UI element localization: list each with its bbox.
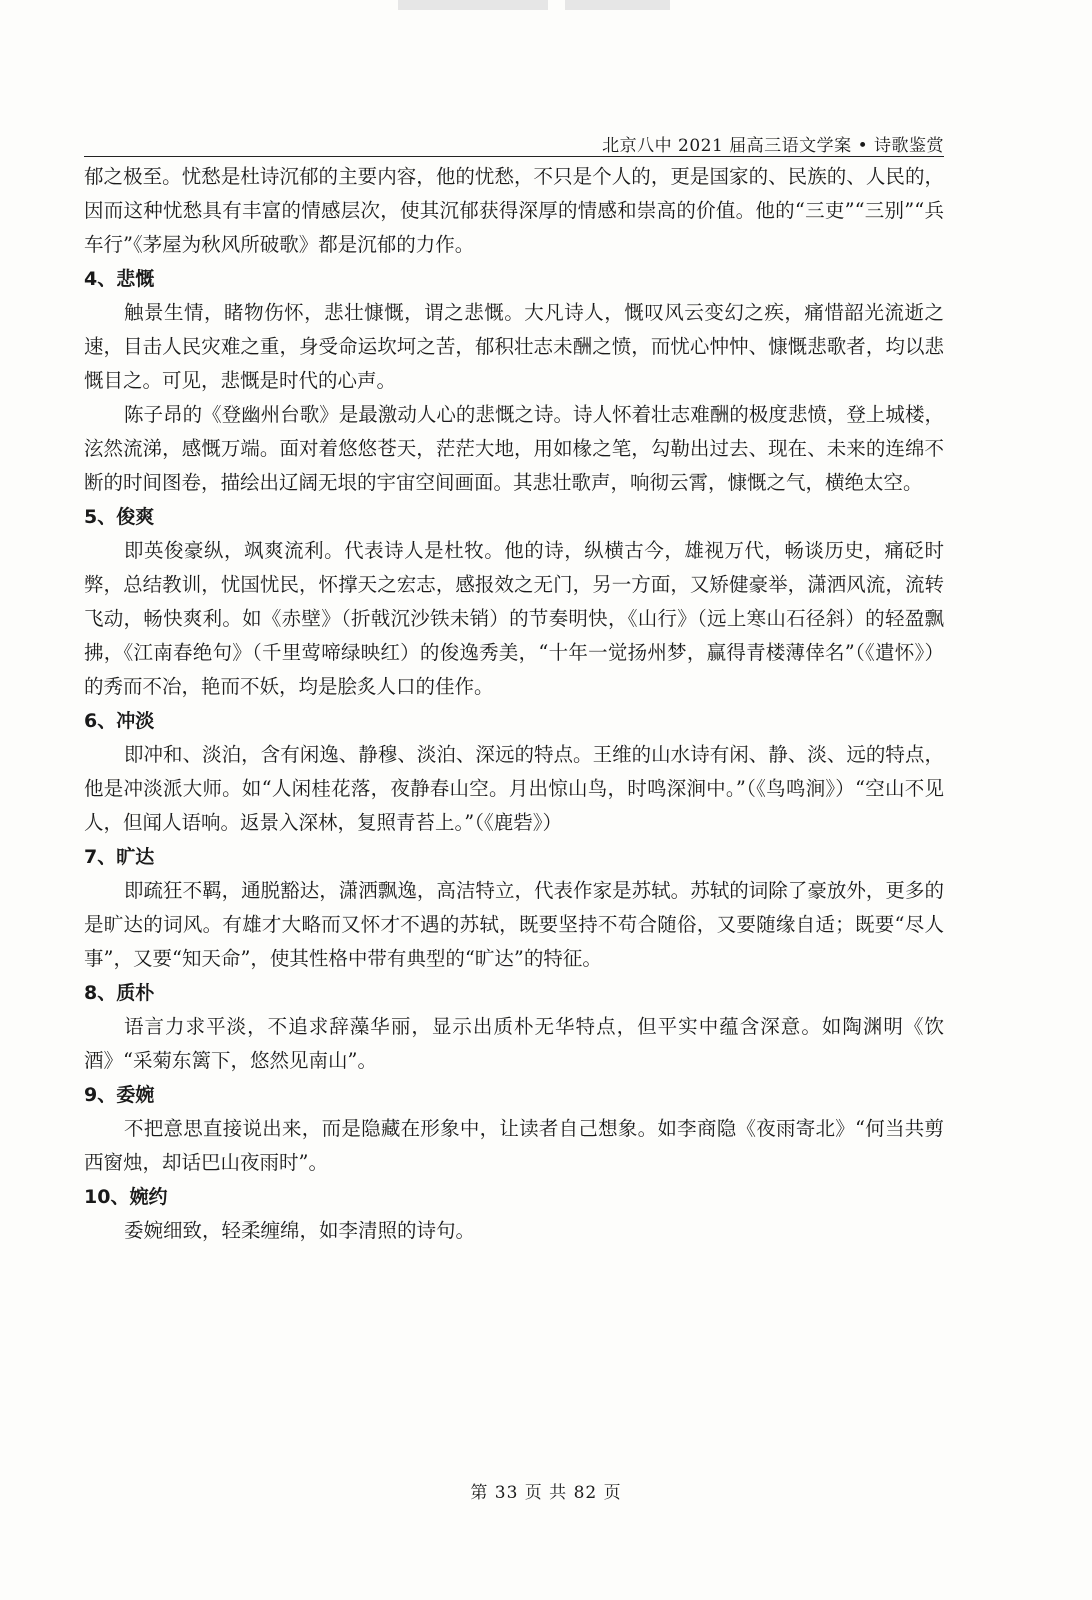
- scan-artifact: [398, 0, 548, 10]
- page-number: 第 33 页 共 82 页: [470, 1483, 622, 1503]
- section-paragraph: 即疏狂不羁，通脱豁达，潇洒飘逸，高洁特立，代表作家是苏轼。苏轼的词除了豪放外，更多的是旷达的词风。有雄才大略而又怀才不遇的苏轼，既要坚持不苟合随俗，又要随缘自适；既要“尽人事”，又要“知天命”，使其性格中带有典型的“旷达”的特征。: [84, 879, 944, 970]
- intro-paragraph: 郁之极至。忧愁是杜诗沉郁的主要内容，他的忧愁，不只是个人的，更是国家的、民族的、人民的，因而这种忧愁具有丰富的情感层次，使其沉郁获得深厚的情感和崇高的价值。他的“三吏”“三别”“兵车行”《茅屋为秋风所破歌》都是沉郁的力作。: [84, 165, 944, 256]
- section-paragraph: 语言力求平淡，不追求辞藻华丽，显示出质朴无华特点，但平实中蕴含深意。如陶渊明《饮酒》“采菊东篱下，悠然见南山”。: [84, 1015, 944, 1072]
- header-divider: [84, 156, 944, 157]
- section-heading: 7、旷达: [84, 846, 155, 868]
- section-heading: 10、婉约: [84, 1186, 168, 1208]
- section-heading: 5、俊爽: [84, 506, 155, 528]
- section-heading: 9、委婉: [84, 1084, 155, 1106]
- section-heading: 8、质朴: [84, 982, 155, 1004]
- section-paragraph: 委婉细致，轻柔缠绵，如李清照的诗句。: [124, 1219, 476, 1242]
- main-content: [84, 160, 944, 1248]
- section-paragraph: 不把意思直接说出来，而是隐藏在形象中，让读者自己想象。如李商隐《夜雨寄北》“何当共剪西窗烛，却话巴山夜雨时”。: [84, 1117, 944, 1174]
- section-paragraph: 触景生情，睹物伤怀，悲壮慷慨，谓之悲慨。大凡诗人，慨叹风云变幻之疾，痛惜韶光流逝之速，目击人民灾难之重，身受命运坎坷之苦，郁积壮志未酬之愤，而忧心忡忡、慷慨悲歌者，均以悲慨目之。可见，悲慨是时代的心声。: [84, 301, 944, 392]
- section-heading: 4、悲慨: [84, 268, 155, 290]
- section-paragraph: 即冲和、淡泊，含有闲逸、静穆、淡泊、深远的特点。王维的山水诗有闲、静、淡、远的特点，他是冲淡派大师。如“人闲桂花落，夜静春山空。月出惊山鸟，时鸣深涧中。”（《鸟鸣涧》）“空山不见人，但闻人语响。返景入深林，复照青苔上。”（《鹿砦》）: [84, 743, 944, 834]
- scan-artifact: [565, 0, 670, 10]
- section-paragraph: 即英俊豪纵，飒爽流利。代表诗人是杜牧。他的诗，纵横古今，雄视万代，畅谈历史，痛砭时弊，总结教训，忧国忧民，怀撑天之宏志，感报效之无门，另一方面，又矫健豪举，潇洒风流，流转飞动，畅快爽利。如《赤壁》（折戟沉沙铁未销）的节奏明快，《山行》（远上寒山石径斜）的轻盈飘拂，《江南春绝句》（千里莺啼绿映红）的俊逸秀美，“十年一觉扬州梦，赢得青楼薄倖名”（《遣怀》）的秀而不冶，艳而不妖，均是脍炙人口的佳作。: [84, 539, 944, 698]
- running-header: 北京八中 2021 届高三语文学案 • 诗歌鉴赏: [602, 136, 944, 156]
- section-paragraph: 陈子昂的《登幽州台歌》是最激动人心的悲慨之诗。诗人怀着壮志难酬的极度悲愤，登上城楼，泫然流涕，感慨万端。面对着悠悠苍天，茫茫大地，用如椽之笔，勾勒出过去、现在、未来的连绵不断的时间图卷，描绘出辽阔无垠的宇宙空间画面。其悲壮歌声，响彻云霄，慷慨之气，横绝太空。: [84, 403, 944, 494]
- section-heading: 6、冲淡: [84, 710, 155, 732]
